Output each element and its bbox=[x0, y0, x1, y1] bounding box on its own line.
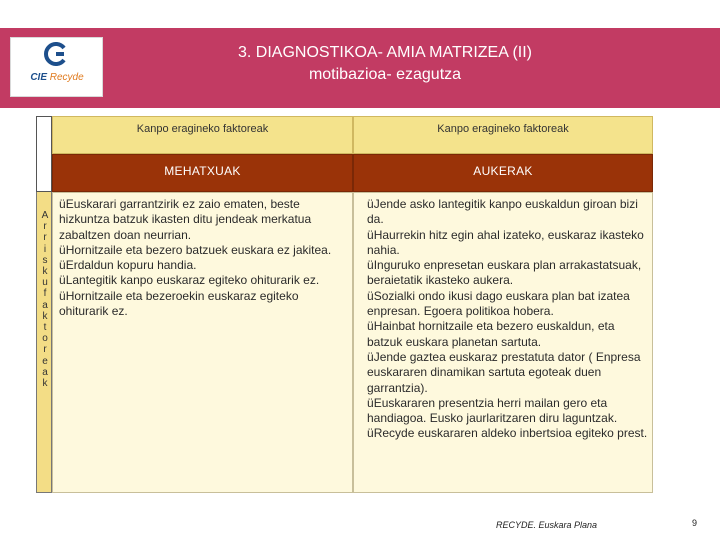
logo-text bbox=[15, 72, 99, 83]
footer-text: RECYDE. Euskara Plana bbox=[496, 520, 598, 530]
threat-item bbox=[59, 197, 351, 243]
item-text: Jende gaztea euskaraz prestatuta dator ( Enpresa euskararen dinamikan sartuta egoteak duen garrantzia). bbox=[367, 349, 641, 395]
logo-c-icon bbox=[44, 42, 68, 66]
item-text: Euskararen presentzia herri mailan gero eta handiagoa. Eusko jaurlaritzaren diru laguntzak. bbox=[367, 395, 618, 426]
side-label-letter: r bbox=[43, 221, 47, 233]
col2-group-header: Kanpo eragineko faktoreak bbox=[353, 116, 653, 154]
item-text: Hainbat hornitzaile eta bezero euskaldun, eta batzuk euskara planetan sartuta. bbox=[367, 319, 615, 349]
opportunities-list bbox=[367, 197, 649, 442]
item-text: Euskarari garrantzirik ez zaio ematen, beste hizkuntza batzuk ikasten ditu jendeak merkatua zabaltzen doan neurrian. bbox=[59, 197, 312, 242]
title-line-1: 3. DIAGNOSTIKOA- AMIA MATRIZEA (II) bbox=[238, 44, 532, 61]
side-label-letter: r bbox=[43, 232, 47, 244]
side-label-letter: i bbox=[43, 243, 47, 255]
bullet-check-icon: ü bbox=[59, 242, 66, 257]
col1-group-header: Kanpo eragineko faktoreak bbox=[52, 116, 353, 154]
opportunities-header: AUKERAK bbox=[353, 154, 653, 192]
bullet-check-icon: ü bbox=[367, 227, 374, 242]
threat-item bbox=[59, 258, 351, 273]
bullet-check-icon: ü bbox=[367, 426, 374, 441]
bullet-check-icon: ü bbox=[59, 273, 66, 288]
item-text: Erdaldun kopuru handia. bbox=[65, 258, 197, 273]
bullet-check-icon: ü bbox=[59, 288, 66, 303]
item-text: Jende asko lantegitik kanpo euskaldun giroan bizi da. bbox=[367, 197, 638, 227]
side-label-letter: o bbox=[42, 333, 48, 345]
item-text: Lantegitik kanpo euskaraz egiteko ohiturarik ez. bbox=[65, 273, 320, 288]
threats-list bbox=[59, 197, 351, 319]
bullet-check-icon: ü bbox=[367, 349, 374, 364]
item-text: Haurrekin hitz egin ahal izateko, euskaraz ikasteko nahia. bbox=[367, 227, 644, 257]
side-label-letter: u bbox=[42, 277, 48, 289]
side-label-letter: s bbox=[42, 254, 48, 266]
side-label-strip bbox=[36, 192, 52, 493]
company-logo bbox=[10, 37, 103, 97]
opportunity-item bbox=[367, 258, 649, 289]
item-text: Sozialki ondo ikusi dago euskara plan bat izatea enpresan. Egoera politikoa hobera. bbox=[367, 288, 630, 319]
page-title bbox=[150, 42, 620, 86]
opportunity-item bbox=[367, 350, 649, 396]
opportunity-item bbox=[367, 426, 649, 441]
opportunity-item bbox=[367, 289, 649, 320]
side-label-letter: k bbox=[42, 378, 48, 390]
side-label-letter: e bbox=[42, 355, 48, 367]
side-header-cell bbox=[36, 116, 52, 192]
opportunity-item bbox=[367, 197, 649, 228]
threat-item bbox=[59, 273, 351, 288]
side-label bbox=[37, 210, 53, 389]
opportunity-item bbox=[367, 228, 649, 259]
threats-cell bbox=[52, 192, 353, 493]
item-text: Inguruko enpresetan euskara plan arrakastatsuak, beraietatik ikasteko aukera. bbox=[367, 258, 642, 288]
item-text: Recyde euskararen aldeko inbertsioa egiteko prest. bbox=[373, 426, 648, 441]
swot-matrix bbox=[36, 116, 653, 493]
bullet-check-icon: ü bbox=[367, 197, 374, 211]
bullet-check-icon: ü bbox=[367, 319, 374, 334]
page-number: 9 bbox=[692, 518, 698, 528]
threat-item bbox=[59, 289, 351, 320]
threats-header: MEHATXUAK bbox=[52, 154, 353, 192]
side-label-letter: a bbox=[42, 299, 48, 311]
side-label-letter: f bbox=[43, 288, 47, 300]
item-text: Hornitzaile eta bezeroekin euskaraz egiteko ohiturarik ez. bbox=[59, 288, 299, 319]
logo-main-text: CIE bbox=[30, 72, 47, 83]
opportunities-cell bbox=[353, 192, 653, 493]
bullet-check-icon: ü bbox=[367, 288, 374, 303]
bullet-check-icon: ü bbox=[59, 258, 66, 273]
bullet-check-icon: ü bbox=[59, 197, 66, 211]
bullet-check-icon: ü bbox=[367, 258, 374, 273]
opportunity-item bbox=[367, 396, 649, 427]
side-label-letter: A bbox=[41, 210, 49, 221]
side-label-letter: k bbox=[42, 310, 48, 322]
side-label-letter: r bbox=[43, 344, 47, 356]
item-text: Hornitzaile eta bezero batzuek euskara ez jakitea. bbox=[65, 242, 332, 257]
opportunity-item bbox=[367, 319, 649, 350]
logo-sub-text: Recyde bbox=[49, 72, 84, 83]
threat-item bbox=[59, 243, 351, 258]
side-label-letter: t bbox=[43, 322, 47, 334]
title-line-2: motibazioa- ezagutza bbox=[308, 66, 462, 83]
side-label-letter: k bbox=[42, 266, 48, 278]
side-label-letter: a bbox=[42, 366, 48, 378]
bullet-check-icon: ü bbox=[367, 395, 374, 410]
